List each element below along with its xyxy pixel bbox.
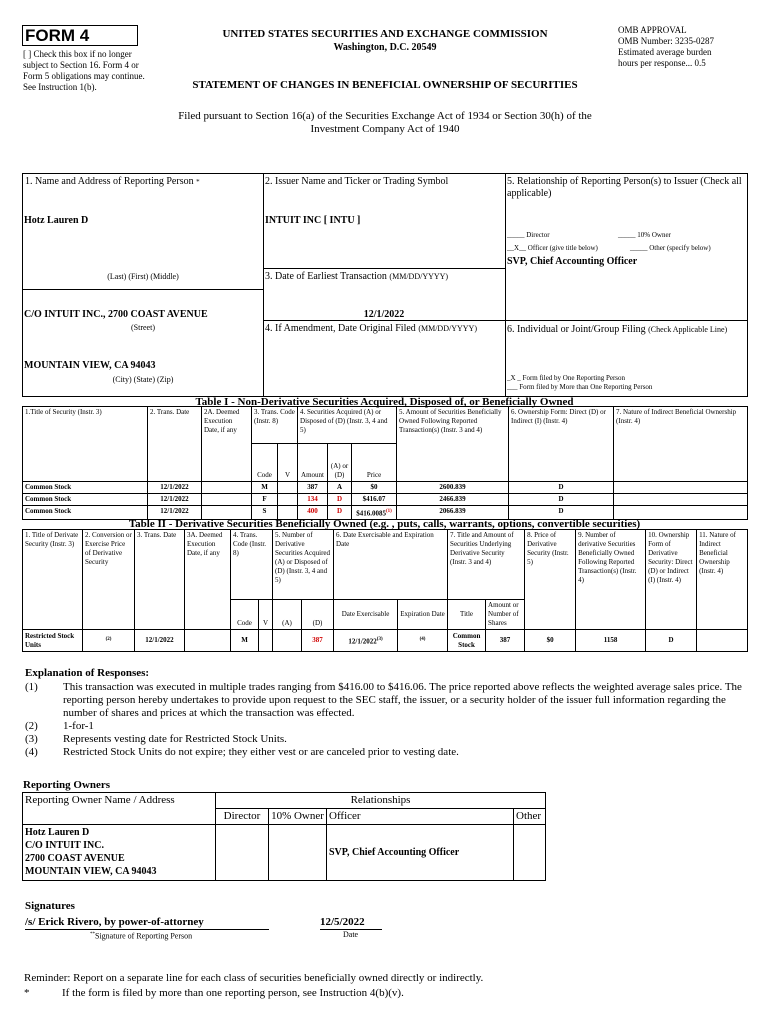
explanation-item [25, 681, 750, 720]
table-row [23, 482, 748, 494]
filed-pursuant-line-2: Investment Company Act of 1940 [310, 123, 460, 135]
owners-header-director: Director [216, 809, 269, 825]
t2-header-exercisable: 6. Date Exercisable and Expiration Date [334, 530, 448, 600]
t2-subheader-amount: Amount or Number of Shares [486, 600, 525, 630]
t2-cell-ul-title: Common Stock [448, 630, 486, 652]
explanation-num: (1) [25, 681, 38, 693]
owner-name-address [23, 825, 216, 881]
t1-cell-date: 12/1/2022 [148, 494, 202, 506]
t1-cell-nature [614, 482, 748, 494]
t2-subheader-a: (A) [273, 600, 302, 630]
t1-cell-price: $0 [352, 482, 397, 494]
t2-cell-ul-amount: 387 [486, 630, 525, 652]
explanation-text: Represents vesting date for Restricted Stock Units. [63, 733, 287, 745]
t2-subheader-title: Title [448, 600, 486, 630]
explanation-list [25, 681, 750, 759]
t1-header-date: 2. Trans. Date [148, 407, 202, 482]
reporting-person-name: Hotz Lauren D [24, 215, 89, 226]
owners-header-ten: 10% Owner [269, 809, 327, 825]
no-longer-subject-checkbox[interactable]: [ ] Check this box if no longer subject to Section 16. Form 4 or Form 5 obligations may continue. See Instruction 1(b). [23, 49, 145, 92]
owner-line: C/O INTUIT INC. [25, 840, 104, 851]
t1-cell-price: $416.07 [352, 494, 397, 506]
t2-subheader-expiration: Expiration Date [398, 600, 448, 630]
t1-header-securities: 4. Securities Acquired (A) or Disposed of (D) (Instr. 3, 4 and 5) [298, 407, 397, 444]
officer-title: SVP, Chief Accounting Officer [507, 256, 638, 267]
t1-cell-title: Common Stock [23, 506, 148, 520]
t2-cell-nature [697, 630, 748, 652]
explanation-item [25, 720, 750, 733]
reporting-person-street: C/O INTUIT INC., 2700 COAST AVENUE [24, 309, 208, 320]
t1-cell-price: $416.0085$^{(1)}$ [352, 506, 397, 520]
t1-header-deemed: 2A. Deemed Execution Date, if any [202, 407, 252, 482]
t1-cell-amount: 134 [298, 494, 328, 506]
t1-subheader-amount: Amount [298, 444, 328, 482]
signature: /s/ Erick Rivero, by power-of-attorney [25, 916, 204, 928]
form-title-box [22, 25, 138, 46]
t1-cell-title: Common Stock [23, 494, 148, 506]
agency-address: Washington, D.C. 20549 [333, 42, 437, 53]
owner-line: 2700 COAST AVENUE [25, 853, 125, 864]
owners-header-relationships: Relationships [216, 793, 546, 809]
t2-cell-v [259, 630, 273, 652]
t2-header-date: 3. Trans. Date [135, 530, 185, 630]
owner-director [216, 825, 269, 881]
table1-title: Table I - Non-Derivative Securities Acquired, Disposed of, or Beneficially Owned [195, 396, 574, 408]
omb-approval [618, 25, 758, 69]
signature-caption: **Signature of Reporting Person [90, 931, 193, 941]
filed-pursuant-line-1: Filed pursuant to Section 16(a) of the Securities Exchange Act of 1934 or Section 30(h) of the [178, 110, 592, 122]
reminder-star: * [24, 987, 30, 999]
box6-label: 6. Individual or Joint/Group Filing (Check Applicable Line) [507, 324, 728, 335]
t2-cell-exercisable: 12/1/2022$^{(3)}$ [334, 630, 398, 652]
explanation-num: (3) [25, 733, 38, 745]
one-person-filing-option[interactable]: _X _ Form filed by One Reporting Person [507, 374, 626, 382]
signature-date: 12/5/2022 [320, 916, 365, 928]
explanation-text: Restricted Stock Units do not expire; they either vest or are canceled prior to vesting date. [63, 746, 459, 758]
form-title: FORM 4 [25, 26, 90, 45]
t2-header-price: 8. Price of Derivative Security (Instr. 5) [525, 530, 576, 630]
owner-line: MOUNTAIN VIEW, CA 94043 [25, 866, 157, 877]
street-caption: (Street) [131, 323, 155, 332]
owners-header-other: Other [514, 809, 546, 825]
omb-line-4: hours per response... 0.5 [618, 58, 706, 68]
t1-cell-deemed [202, 494, 252, 506]
t1-header-title: 1.Title of Security (Instr. 3) [23, 407, 148, 482]
t2-cell-price: $0 [525, 630, 576, 652]
table2 [22, 529, 748, 652]
t1-subheader-price: Price [352, 444, 397, 482]
multi-person-filing-option[interactable]: ___ Form filed by More than One Reporting Person [507, 383, 653, 391]
earliest-transaction-date: 12/1/2022 [363, 309, 405, 320]
table-row [23, 494, 748, 506]
t1-cell-owned: 2600.839 [397, 482, 509, 494]
t1-cell-deemed [202, 482, 252, 494]
reporting-owners-table [22, 792, 546, 881]
reporting-person-city: MOUNTAIN VIEW, CA 94043 [24, 360, 156, 371]
t1-cell-owned: 2066.839 [397, 506, 509, 520]
explanation-num: (2) [25, 720, 38, 732]
explanation-text: This transaction was executed in multiple trades ranging from $416.00 to $416.06. The price reported above reflects the weighted average sales price. The reporting person hereby undertakes to provide upon request to the SEC staff, the issuer, or a security holder of the issuer full information regarding the number of shares and prices at which the transaction was effected. [63, 681, 742, 719]
explanation-title: Explanation of Responses: [25, 667, 150, 679]
ten-percent-owner-checkbox[interactable]: _____ 10% Owner [618, 231, 671, 239]
box4-label: 4. If Amendment, Date Original Filed (MM/DD/YYYY) [265, 323, 477, 334]
owner-other [514, 825, 546, 881]
t2-cell-conv: (2) [83, 630, 135, 652]
t2-cell-date: 12/1/2022 [135, 630, 185, 652]
t1-header-owned: 5. Amount of Securities Beneficially Owned Following Reported Transaction(s) (Instr. 3 and 4) [397, 407, 509, 482]
t2-header-owned: 9. Number of derivative Securities Beneficially Owned Following Reported Transaction(s) (Instr. 4) [576, 530, 646, 630]
box1-label: 1. Name and Address of Reporting Person * [25, 176, 200, 187]
agency-name: UNITED STATES SECURITIES AND EXCHANGE COMMISSION [222, 28, 548, 40]
t1-cell-form: D [509, 494, 614, 506]
box3-label: 3. Date of Earliest Transaction (MM/DD/YYYY) [265, 271, 449, 282]
t1-cell-title: Common Stock [23, 482, 148, 494]
t1-cell-code: M [252, 482, 278, 494]
t2-header-code: 4. Trans. Code (Instr. 8) [231, 530, 273, 600]
t2-header-conv: 2. Conversion or Exercise Price of Derivative Security [83, 530, 135, 630]
t1-cell-form: D [509, 506, 614, 520]
t2-cell-d: 387 [302, 630, 334, 652]
table-row [23, 630, 748, 652]
t1-header-code: 3. Trans. Code (Instr. 8) [252, 407, 298, 444]
t1-cell-nature [614, 494, 748, 506]
name-caption: (Last) (First) (Middle) [107, 272, 179, 281]
t1-header-nature: 7. Nature of Indirect Beneficial Ownership (Instr. 4) [614, 407, 748, 482]
date-caption: Date [343, 930, 359, 939]
t1-cell-form: D [509, 482, 614, 494]
t1-cell-date: 12/1/2022 [148, 482, 202, 494]
t1-cell-v [278, 482, 298, 494]
t2-subheader-d: (D) [302, 600, 334, 630]
city-caption: (City) (State) (Zip) [112, 375, 174, 384]
owner-line: Hotz Lauren D [25, 827, 90, 838]
t1-cell-aord: A [328, 482, 352, 494]
t1-cell-code: S [252, 506, 278, 520]
owner-officer: SVP, Chief Accounting Officer [327, 825, 514, 881]
t1-subheader-aord: (A) or (D) [328, 444, 352, 482]
t1-cell-code: F [252, 494, 278, 506]
t2-cell-code: M [231, 630, 259, 652]
owners-header-officer: Officer [327, 809, 514, 825]
explanation-num: (4) [25, 746, 38, 758]
t2-header-number: 5. Number of Derivative Securities Acquired (A) or Disposed of (D) (Instr. 3, 4 and 5) [273, 530, 334, 600]
owner-ten-percent [269, 825, 327, 881]
explanation-item [25, 746, 750, 759]
t1-header-form: 6. Ownership Form: Direct (D) or Indirect (I) (Instr. 4) [509, 407, 614, 482]
issuer-name: INTUIT INC [ INTU ] [265, 215, 361, 226]
t2-header-form: 10. Ownership Form of Derivative Security: Direct (D) or Indirect (I) (Instr. 4) [646, 530, 697, 630]
t1-cell-v [278, 494, 298, 506]
t1-cell-aord: D [328, 506, 352, 520]
t2-header-title: 1. Title of Derivate Security (Instr. 3) [23, 530, 83, 630]
reminder-line: Reminder: Report on a separate line for each class of securities beneficially owned directly or indirectly. [24, 972, 484, 984]
t2-header-nature: 11. Nature of Indirect Beneficial Ownership (Instr. 4) [697, 530, 748, 630]
statement-title: STATEMENT OF CHANGES IN BENEFICIAL OWNERSHIP OF SECURITIES [192, 79, 578, 91]
omb-line-2: OMB Number: 3235-0287 [618, 36, 714, 46]
t2-cell-owned: 1158 [576, 630, 646, 652]
table1 [22, 406, 748, 520]
t2-header-underlying: 7. Title and Amount of Securities Underlying Derivative Security (Instr. 3 and 4) [448, 530, 525, 600]
t2-cell-title: Restricted Stock Units [23, 630, 83, 652]
officer-checkbox[interactable]: __X__ Officer (give title below) [507, 244, 598, 252]
reporting-owners-title: Reporting Owners [23, 779, 111, 791]
box5-label: 5. Relationship of Reporting Person(s) to Issuer (Check all applicable) [507, 176, 742, 199]
t2-cell-form: D [646, 630, 697, 652]
table-row [23, 825, 546, 881]
director-checkbox[interactable]: _____ Director [507, 231, 550, 239]
explanation-text: 1-for-1 [63, 720, 94, 732]
t1-cell-amount: 400 [298, 506, 328, 520]
t2-cell-deemed [185, 630, 231, 652]
reminder-instruction: If the form is filed by more than one reporting person, see Instruction 4(b)(v). [62, 987, 404, 999]
explanation-item [25, 733, 750, 746]
t1-subheader-code: Code [252, 444, 278, 482]
t2-subheader-exercisable: Date Exercisable [334, 600, 398, 630]
omb-line-1: OMB APPROVAL [618, 25, 687, 35]
t1-cell-date: 12/1/2022 [148, 506, 202, 520]
t2-cell-expiration: (4) [398, 630, 448, 652]
t1-cell-amount: 387 [298, 482, 328, 494]
other-checkbox[interactable]: _____ Other (specify below) [630, 244, 711, 252]
omb-line-3: Estimated average burden [618, 47, 712, 57]
box2-label: 2. Issuer Name and Ticker or Trading Symbol [265, 176, 449, 187]
signatures-title: Signatures [25, 900, 75, 912]
t2-subheader-code: Code [231, 600, 259, 630]
t1-cell-owned: 2466.839 [397, 494, 509, 506]
t2-header-deemed: 3A. Deemed Execution Date, if any [185, 530, 231, 630]
t1-subheader-v: V [278, 444, 298, 482]
table2-title: Table II - Derivative Securities Beneficially Owned (e.g. , puts, calls, warrants, options, convertible securities) [128, 518, 641, 530]
t2-subheader-v: V [259, 600, 273, 630]
t1-cell-aord: D [328, 494, 352, 506]
owners-header-name: Reporting Owner Name / Address [23, 793, 216, 825]
t2-cell-a [273, 630, 302, 652]
